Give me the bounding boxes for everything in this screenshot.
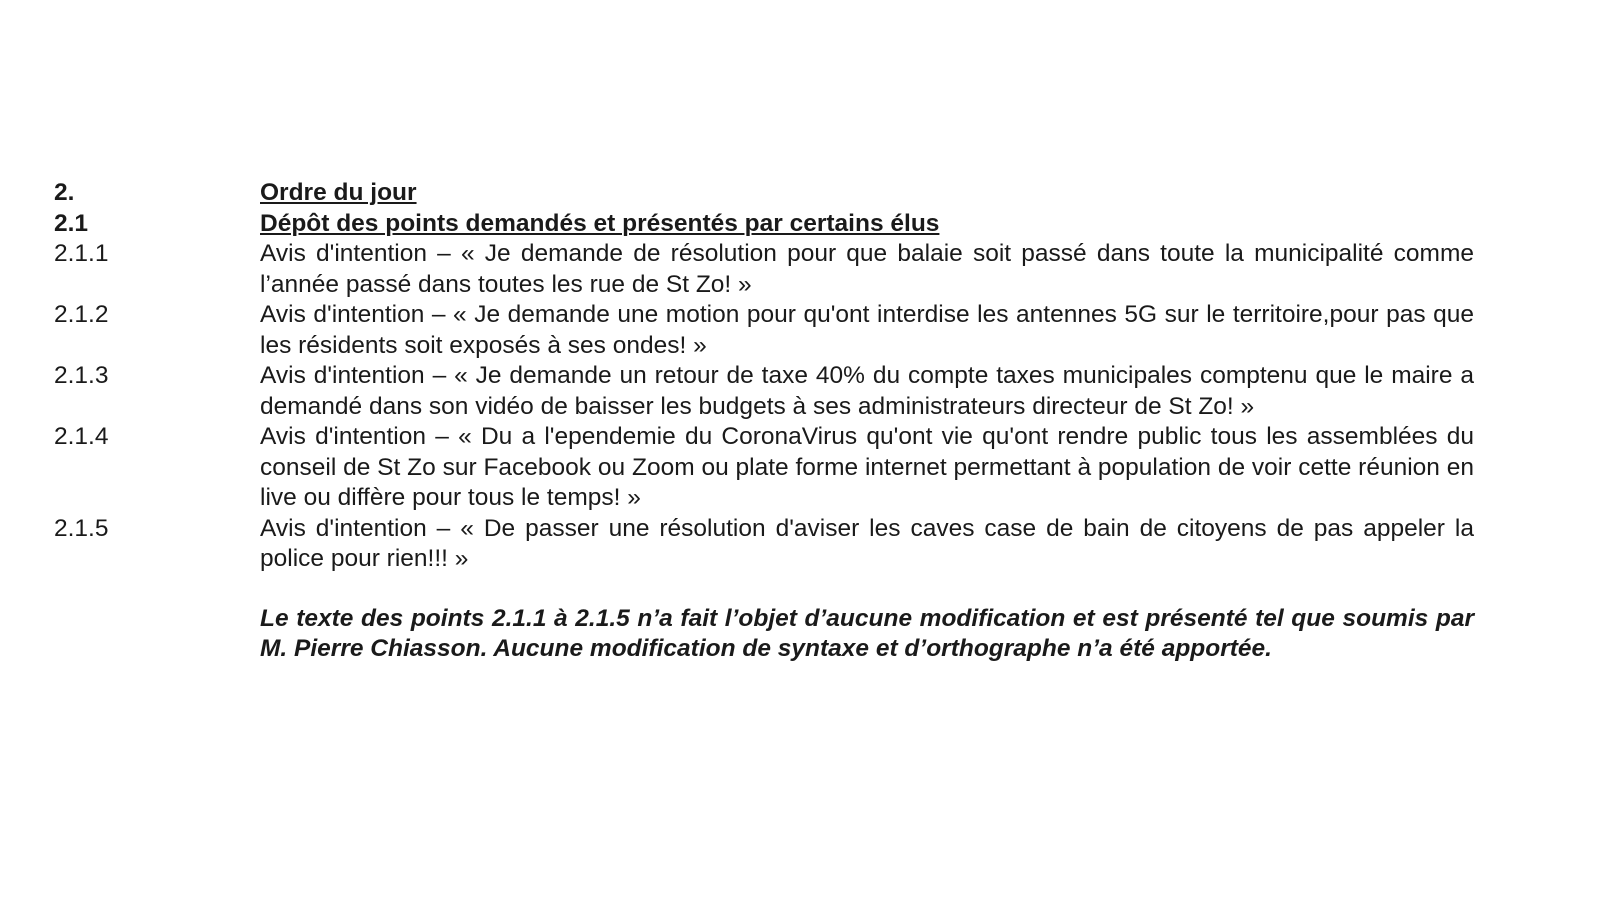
subsection-number: 2.1 (54, 209, 89, 237)
agenda-item-2-1-2 (54, 300, 1474, 361)
item-number: 2.1.3 (54, 362, 109, 389)
item-number: 2.1.4 (54, 423, 109, 450)
item-number: 2.1.2 (54, 301, 109, 328)
section-heading-2 (54, 178, 1474, 209)
agenda-item-2-1-5 (54, 514, 1474, 575)
note-text: Le texte des points 2.1.1 à 2.1.5 n’a fait l’objet d’aucune modification et est présenté tel que soumis par M. Pierre Chiasson. Aucune modification de syntaxe et d’orthographe n’a été apportée. (260, 604, 1474, 662)
item-number: 2.1.1 (54, 240, 109, 267)
item-text: Avis d'intention – « De passer une résolution d'aviser les caves case de bain de citoyens de pas appeler la police pour rien!!! » (260, 514, 1474, 572)
agenda-item-2-1-3 (54, 361, 1474, 422)
section-heading-2-1 (54, 209, 1474, 240)
section-title: Ordre du jour (260, 179, 417, 206)
item-text: Avis d'intention – « Je demande une motion pour qu'ont interdise les antennes 5G sur le territoire,pour pas que les résidents soit exposés à ses ondes! » (260, 301, 1474, 359)
editorial-note (54, 604, 1474, 665)
item-text: Avis d'intention – « Je demande de résolution pour que balaie soit passé dans toute la municipalité comme l’année passé dans toutes les rue de St Zo! » (260, 240, 1474, 298)
subsection-title: Dépôt des points demandés et présentés par certains élus (260, 209, 940, 237)
item-text: Avis d'intention – « Du a l'ependemie du CoronaVirus qu'ont vie qu'ont rendre public tous les assemblées du conseil de St Zo sur Facebook ou Zoom ou plate forme internet permettant à population de voir cette réunion en live ou diffère pour tous le temps! » (260, 423, 1474, 511)
item-text: Avis d'intention – « Je demande un retour de taxe 40% du compte taxes municipales comptenu que le maire a demandé dans son vidéo de baisser les budgets à ses administrateurs directeur de St Zo! » (260, 362, 1474, 420)
agenda-document (54, 178, 1474, 665)
section-number: 2. (54, 179, 75, 206)
agenda-item-2-1-1 (54, 239, 1474, 300)
agenda-item-2-1-4 (54, 422, 1474, 514)
item-number: 2.1.5 (54, 514, 109, 542)
